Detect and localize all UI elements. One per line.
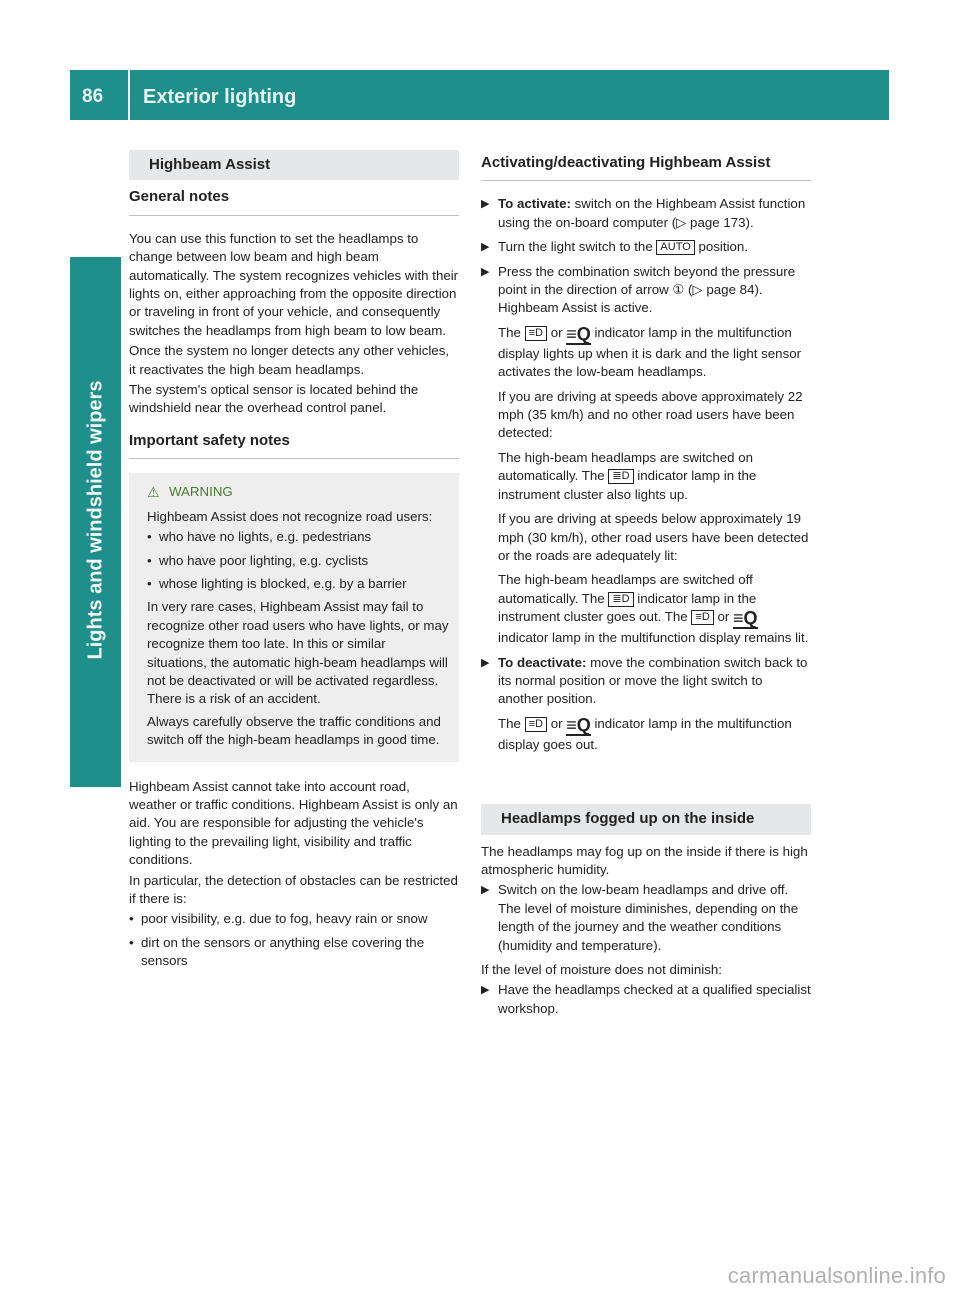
warning-triangle-icon: ⚠: [147, 484, 160, 501]
highbeam-assist-heading: Highbeam Assist: [129, 150, 459, 180]
warning-title: ⚠ WARNING: [147, 484, 233, 501]
indicator-note: The ≡D or ≡Q indicator lamp in the multifunction display lights up when it is dark and the light sensor activates the low-beam headlamps.: [498, 323, 802, 380]
highbeam-assist-icon: ≡D: [525, 717, 547, 732]
display-indicator-icon: ≡Q: [733, 608, 758, 629]
display-indicator-icon: ≡Q: [566, 714, 591, 735]
step-arrow-icon: ▶: [481, 884, 490, 897]
body-para: Highbeam Assist cannot take into account road, weather or traffic conditions. Highbeam Assist is only an aid. You are responsible for adjusting the vehicle's lighting to the prevailing light, visibility and traffic conditions.: [129, 778, 458, 868]
step-light-switch: ▶ Turn the light switch to the AUTO position.: [481, 238, 811, 256]
step-result: Highbeam Assist is active.: [498, 300, 653, 316]
highbeam-assist-icon: ≡D: [691, 610, 713, 625]
general-para: The system's optical sensor is located behind the windshield near the overhead control panel.: [129, 382, 419, 416]
warning-box: [129, 473, 459, 761]
fogged-headlamps-heading: Headlamps fogged up on the inside: [481, 804, 811, 834]
step-arrow-icon: ▶: [481, 241, 490, 254]
detection-bullet: • poor visibility, e.g. due to fog, heavy rain or snow: [129, 910, 459, 928]
warning-bullet: • who have poor lighting, e.g. cyclists: [147, 552, 449, 570]
highbeam-icon: ≣D: [608, 469, 633, 484]
chapter-label: Lights and windshield wipers: [84, 380, 107, 660]
general-notes-heading: General notes: [129, 188, 459, 215]
warning-para: In very rare cases, Highbeam Assist may fail to recognize other road users who have lights, or may recognize them too late. In this or similar situations, the automatic high-beam headlamps will not be deactivated or will be activated regardless. There is a risk of an accident.: [147, 599, 449, 707]
watermark: carmanualsonline.info: [727, 1263, 946, 1288]
highbeam-on-note: The high-beam headlamps are switched on automatically. The ≣D indicator lamp in the instrument cluster also lights up.: [498, 449, 757, 502]
warning-intro: Highbeam Assist does not recognize road users:: [147, 508, 433, 524]
header-separator: [128, 70, 130, 120]
step-arrow-icon: ▶: [481, 198, 490, 211]
highbeam-off-note: The high-beam headlamps are switched off automatically. The ≣D indicator lamp in the instrument cluster goes out. The ≡D or ≡Q indicator lamp in the multifunction display remains lit.: [498, 572, 809, 646]
safety-notes-heading: Important safety notes: [129, 432, 459, 459]
body-para: In particular, the detection of obstacles can be restricted if there is:: [129, 872, 458, 906]
highbeam-icon: ≣D: [608, 592, 633, 607]
step-combination-switch: ▶ Press the combination switch beyond the pressure point in the direction of arrow ① (▷ page 84). Highbeam Assist is active.: [481, 263, 796, 316]
step-arrow-icon: ▶: [481, 265, 490, 278]
step-activate: ▶ To activate: switch on the Highbeam Assist function using the on-board computer (▷ page 173).: [481, 196, 806, 230]
warning-bullet: • whose lighting is blocked, e.g. by a barrier: [147, 575, 449, 593]
fog-step: ▶ Have the headlamps checked at a qualified specialist workshop.: [481, 982, 811, 1016]
fog-step: ▶ Switch on the low-beam headlamps and drive off. The level of moisture diminishes, depending on the length of the journey and the weather conditions (humidity and temperature).: [481, 882, 799, 953]
auto-position-icon: AUTO: [656, 240, 694, 255]
detection-bullet: • dirt on the sensors or anything else covering the sensors: [129, 934, 459, 971]
step-arrow-icon: ▶: [481, 984, 490, 997]
page-number: 86: [82, 86, 104, 107]
fog-condition: If the level of moisture does not diminish:: [481, 962, 722, 977]
warning-bullet: • who have no lights, e.g. pedestrians: [147, 528, 449, 546]
general-para: Once the system no longer detects any other vehicles, it reactivates the high beam headlamps.: [129, 343, 450, 377]
right-column: [481, 150, 811, 1024]
step-arrow-icon: ▶: [481, 656, 490, 669]
general-para: You can use this function to set the headlamps to change between low beam and high beam automatically. The system recognizes vehicles with their lights on, either approaching from the opposite direction or traveling in front of your vehicle, and consequently switches the headlamps from high beam to low beam.: [129, 230, 459, 338]
fog-para: The headlamps may fog up on the inside if there is high atmospheric humidity.: [481, 843, 808, 877]
highbeam-assist-icon: ≡D: [525, 326, 547, 341]
display-indicator-icon: ≡Q: [566, 323, 591, 344]
speed-condition: If you are driving at speeds above approximately 22 mph (35 km/h) and no other road users have been detected:: [498, 388, 803, 441]
step-deactivate: ▶ To deactivate: move the combination switch back to its normal position or move the light switch to another position.: [481, 654, 808, 707]
speed-condition: If you are driving at speeds below approximately 19 mph (30 km/h), other road users have been detected or the roads are adequately lit:: [498, 511, 809, 563]
activate-heading: Activating/deactivating Highbeam Assist: [481, 154, 811, 181]
step-result: The level of moisture diminishes, depending on the length of the journey and the weather conditions (humidity and temperature).: [498, 900, 799, 953]
section-title: Exterior lighting: [143, 86, 297, 108]
deactivate-note: The ≡D or ≡Q indicator lamp in the multifunction display goes out.: [498, 714, 792, 752]
left-column: [129, 150, 459, 976]
warning-para: Always carefully observe the traffic conditions and switch off the high-beam headlamps in good time.: [147, 713, 441, 748]
